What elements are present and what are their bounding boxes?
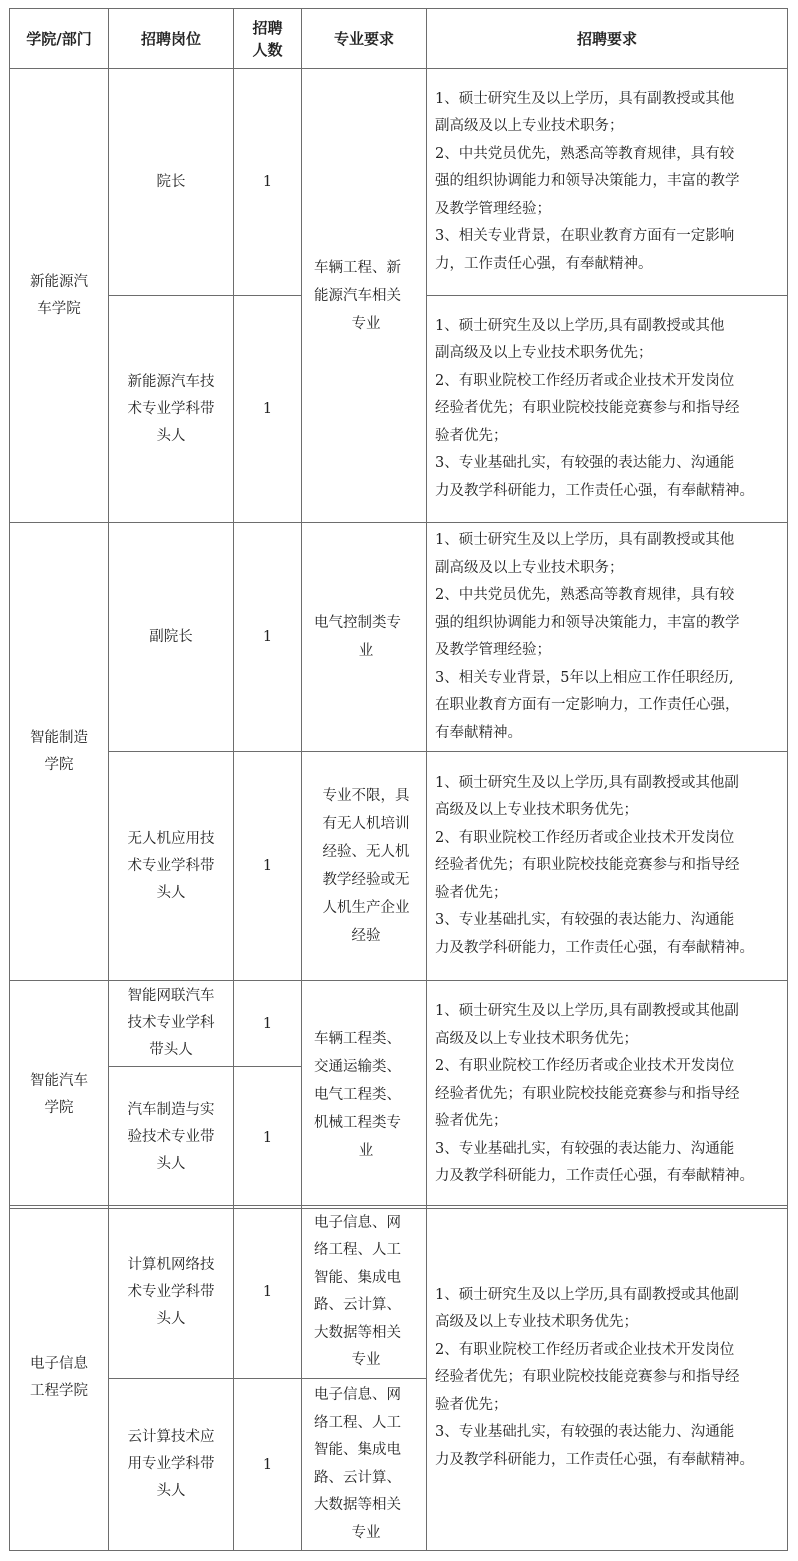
count-cell: 1 bbox=[234, 1206, 302, 1379]
table-row bbox=[10, 752, 788, 981]
header-requirement: 招聘要求 bbox=[427, 9, 788, 69]
header-position: 招聘岗位 bbox=[109, 9, 234, 69]
count-cell: 1 bbox=[234, 296, 302, 523]
major-cell: 车辆工程类、 交通运输类、 电气工程类、 机械工程类专 业 bbox=[302, 981, 427, 1209]
count-cell: 1 bbox=[234, 523, 302, 752]
table-row bbox=[10, 1206, 788, 1379]
table-header-row bbox=[10, 9, 788, 69]
major-cell: 专业不限，具 有无人机培训 经验、无人机 教学经验或无 人机生产企业 经验 bbox=[302, 752, 427, 981]
dept-cell: 电子信息 工程学院 bbox=[10, 1206, 109, 1551]
dept-cell: 智能汽车 学院 bbox=[10, 981, 109, 1209]
position-cell: 汽车制造与实 验技术专业带 头人 bbox=[109, 1067, 234, 1209]
count-cell: 1 bbox=[234, 752, 302, 981]
position-cell: 智能网联汽车 技术专业学科 带头人 bbox=[109, 981, 234, 1067]
count-cell: 1 bbox=[234, 69, 302, 296]
position-cell: 新能源汽车技 术专业学科带 头人 bbox=[109, 296, 234, 523]
table-row bbox=[10, 69, 788, 296]
header-major: 专业要求 bbox=[302, 9, 427, 69]
header-count: 招聘 人数 bbox=[234, 9, 302, 69]
position-cell: 云计算技术应 用专业学科带 头人 bbox=[109, 1379, 234, 1551]
recruitment-table-continued bbox=[9, 1205, 788, 1551]
position-cell: 计算机网络技 术专业学科带 头人 bbox=[109, 1206, 234, 1379]
major-cell: 车辆工程、新 能源汽车相关 专业 bbox=[302, 69, 427, 523]
dept-cell: 智能制造 学院 bbox=[10, 523, 109, 981]
count-cell: 1 bbox=[234, 981, 302, 1067]
header-dept: 学院/部门 bbox=[10, 9, 109, 69]
dept-cell: 新能源汽 车学院 bbox=[10, 69, 109, 523]
major-cell: 电子信息、网 络工程、人工 智能、集成电 路、云计算、 大数据等相关 专业 bbox=[302, 1379, 427, 1551]
major-cell: 电气控制类专 业 bbox=[302, 523, 427, 752]
major-cell: 电子信息、网 络工程、人工 智能、集成电 路、云计算、 大数据等相关 专业 bbox=[302, 1206, 427, 1379]
recruitment-table bbox=[9, 8, 788, 1209]
requirement-cell: 1、硕士研究生及以上学历,具有副教授或其他副 高级及以上专业技术职务优先； 2、有职业院校工作经历者或企业技术开发岗位 经验者优先；有职业院校技能竞赛参与和指导经 验者优先； 3、专业基础扎实，有较强的表达能力、沟通能 力及教学科研能力，工作责任心强，有奉献精神。 bbox=[427, 1206, 788, 1551]
table-row bbox=[10, 981, 788, 1067]
requirement-cell: 1、硕士研究生及以上学历，具有副教授或其他 副高级及以上专业技术职务； 2、中共党员优先，熟悉高等教育规律，具有较 强的组织协调能力和领导决策能力，丰富的教学 及教学管理经验； 3、相关专业背景，在职业教育方面有一定影响 力，工作责任心强，有奉献精神。 bbox=[427, 69, 788, 296]
requirement-cell: 1、硕士研究生及以上学历，具有副教授或其他 副高级及以上专业技术职务； 2、中共党员优先，熟悉高等教育规律，具有较 强的组织协调能力和领导决策能力，丰富的教学 及教学管理经验； 3、相关专业背景，5年以上相应工作任职经历, 在职业教育方面有一定影响力，工作责任心强， 有奉献精神。 bbox=[427, 523, 788, 752]
requirement-cell: 1、硕士研究生及以上学历,具有副教授或其他 副高级及以上专业技术职务优先； 2、有职业院校工作经历者或企业技术开发岗位 经验者优先；有职业院校技能竞赛参与和指导经 验者优先； 3、专业基础扎实，有较强的表达能力、沟通能 力及教学科研能力，工作责任心强，有奉献精神。 bbox=[427, 296, 788, 523]
position-cell: 无人机应用技 术专业学科带 头人 bbox=[109, 752, 234, 981]
requirement-cell: 1、硕士研究生及以上学历,具有副教授或其他副 高级及以上专业技术职务优先； 2、有职业院校工作经历者或企业技术开发岗位 经验者优先；有职业院校技能竞赛参与和指导经 验者优先； 3、专业基础扎实，有较强的表达能力、沟通能 力及教学科研能力，工作责任心强，有奉献精神。 bbox=[427, 981, 788, 1209]
count-cell: 1 bbox=[234, 1379, 302, 1551]
position-cell: 副院长 bbox=[109, 523, 234, 752]
position-cell: 院长 bbox=[109, 69, 234, 296]
count-cell: 1 bbox=[234, 1067, 302, 1209]
requirement-cell: 1、硕士研究生及以上学历,具有副教授或其他副 高级及以上专业技术职务优先； 2、有职业院校工作经历者或企业技术开发岗位 经验者优先；有职业院校技能竞赛参与和指导经 验者优先； 3、专业基础扎实，有较强的表达能力、沟通能 力及教学科研能力，工作责任心强，有奉献精神。 bbox=[427, 752, 788, 981]
table-row bbox=[10, 523, 788, 752]
